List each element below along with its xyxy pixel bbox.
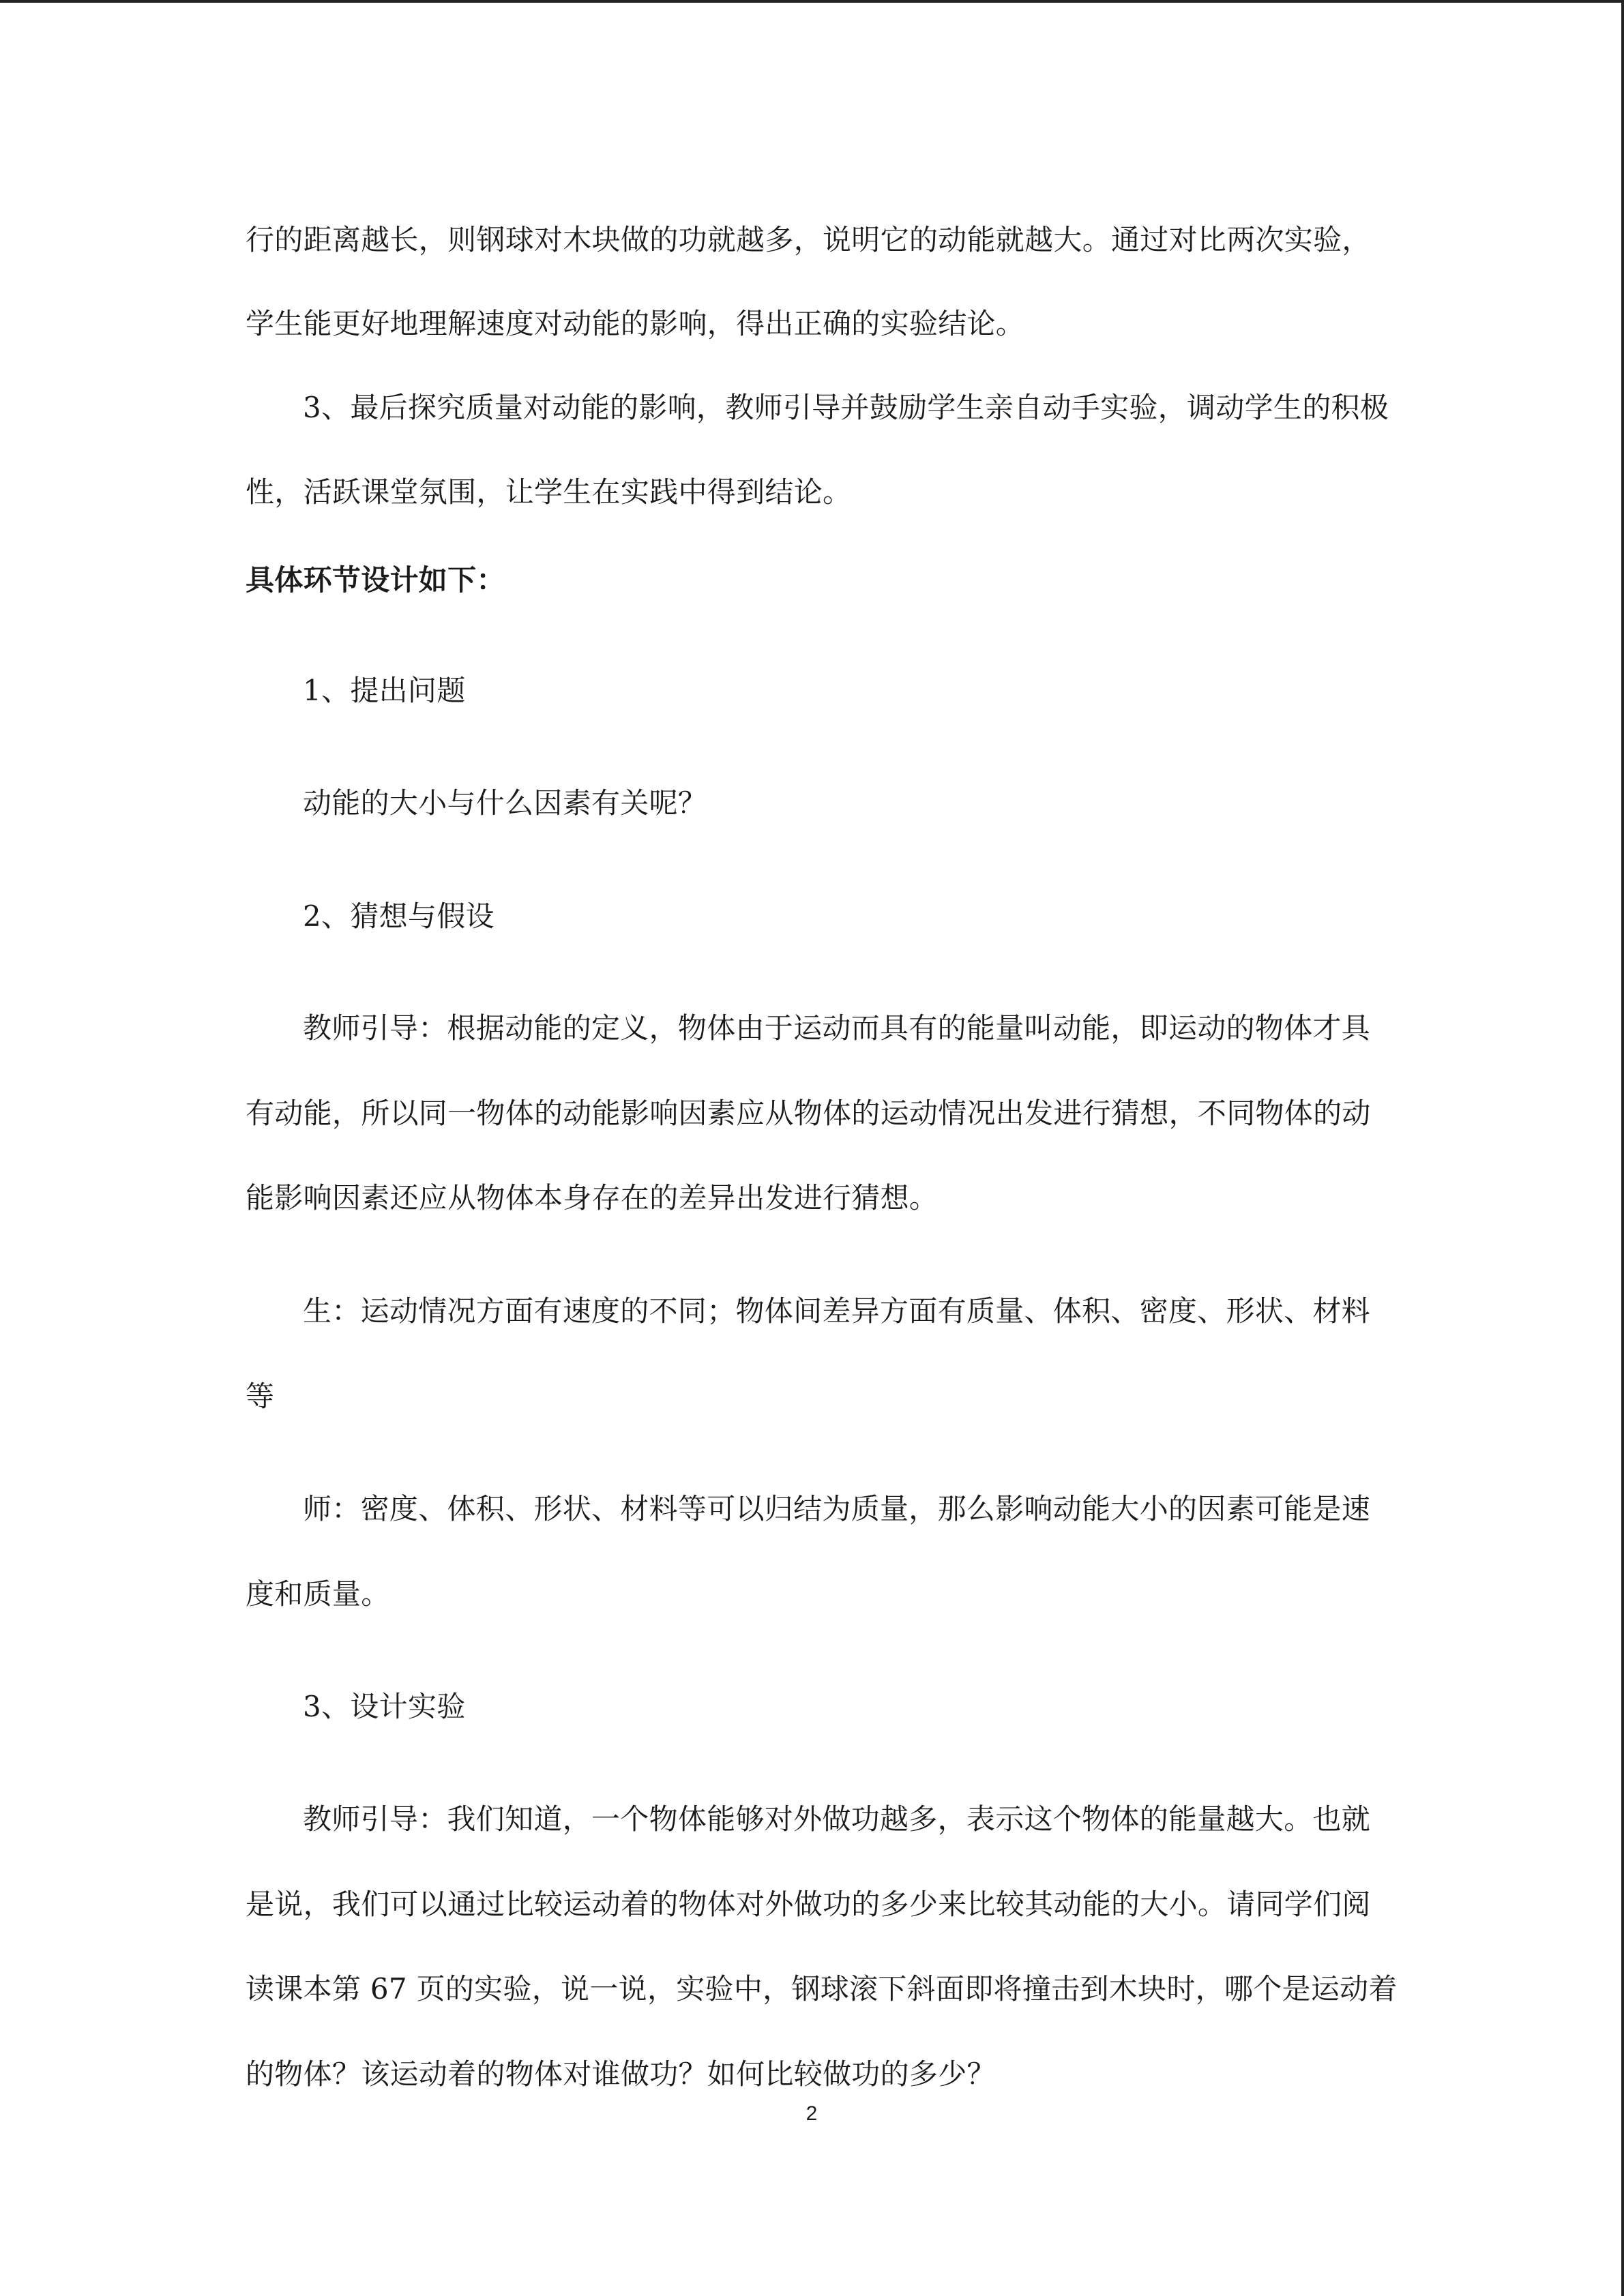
right-border-rule — [1621, 0, 1624, 2296]
paragraph-line: 师：密度、体积、形状、材料等可以归结为质量，那么影响动能大小的因素可能是速 — [303, 1492, 1371, 1525]
paragraph-line: 能影响因素还应从物体本身存在的差异出发进行猜想。 — [246, 1181, 939, 1214]
paragraph-line: 有动能，所以同一物体的动能影响因素应从物体的运动情况出发进行猜想，不同物体的动 — [246, 1097, 1371, 1130]
paragraph-line: 行的距离越长，则钢球对木块做的功就越多，说明它的动能就越大。通过对比两次实验， — [246, 223, 1371, 256]
paragraph-line: 教师引导：根据动能的定义，物体由于运动而具有的能量叫动能，即运动的物体才具 — [303, 1011, 1371, 1045]
paragraph-line: 教师引导：我们知道，一个物体能够对外做功越多，表示这个物体的能量越大。也就 — [303, 1802, 1371, 1836]
paragraph-line: 动能的大小与什么因素有关呢？ — [303, 786, 707, 820]
paragraph-line: 度和质量。 — [246, 1577, 390, 1611]
paragraph-line: 读课本第 67 页的实验，说一说，实验中，钢球滚下斜面即将撞击到木块时，哪个是运动着 — [246, 1972, 1398, 2006]
paragraph-line: 学生能更好地理解速度对动能的影响，得出正确的实验结论。 — [246, 307, 1025, 340]
step-heading: 3、设计实验 — [303, 1690, 466, 1723]
paragraph-line: 生：运动情况方面有速度的不同；物体间差异方面有质量、体积、密度、形状、材料 — [303, 1294, 1371, 1328]
step-heading: 1、提出问题 — [303, 674, 466, 707]
paragraph-line: 3、最后探究质量对动能的影响，教师引导并鼓励学生亲自动手实验，调动学生的积极 — [303, 391, 1389, 424]
paragraph-line: 性，活跃课堂氛围，让学生在实践中得到结论。 — [246, 475, 852, 509]
top-border-rule — [0, 0, 1624, 3]
paragraph-line: 是说，我们可以通过比较运动着的物体对外做功的多少来比较其动能的大小。请同学们阅 — [246, 1888, 1371, 1921]
paragraph-line: 等 — [246, 1380, 275, 1413]
step-heading: 2、猜想与假设 — [303, 899, 494, 933]
paragraph-line: 的物体？该运动着的物体对谁做功？如何比较做功的多少？ — [246, 2057, 996, 2091]
section-heading: 具体环节设计如下： — [246, 563, 505, 597]
page-number: 2 — [806, 2102, 818, 2125]
